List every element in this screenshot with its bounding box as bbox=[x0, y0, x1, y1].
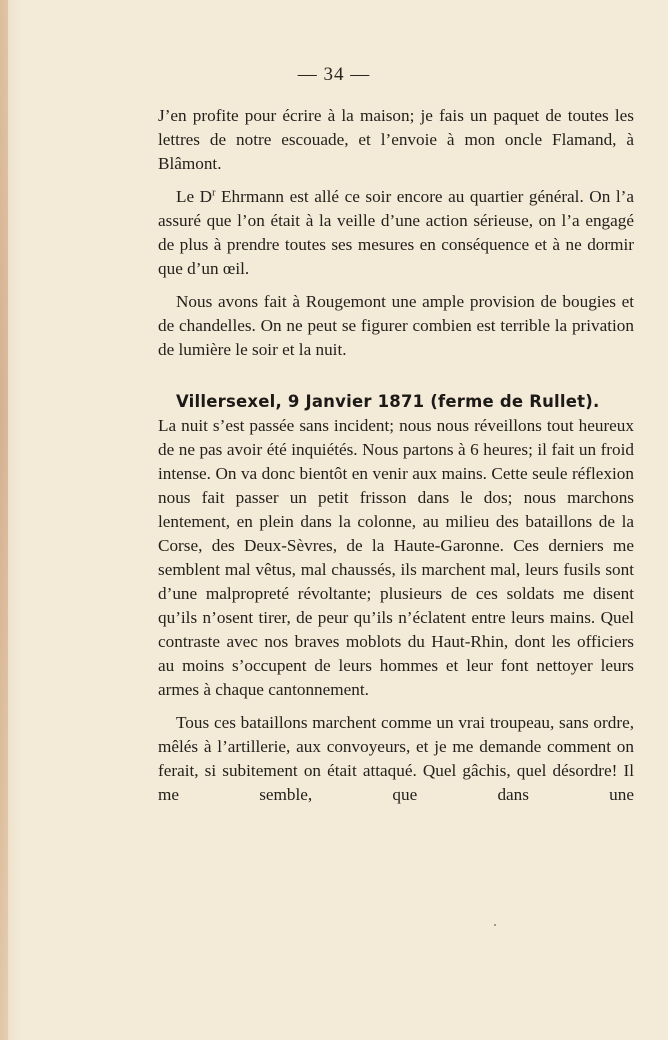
page-edge-stain bbox=[0, 0, 8, 1040]
paper-speck bbox=[494, 924, 496, 926]
doctor-prefix: Le D bbox=[176, 187, 213, 206]
page-number: — 34 — bbox=[297, 64, 371, 85]
paragraph-night: La nuit s’est passée sans incident; nous nous réveillons tout heureux de ne pas avoir été inquiétés. Nous partons à 6 heures; il fait un froid intense. On va donc bientôt en venir aux mains. Cette seule réflexion nous fait passer un petit frisson dans le dos; nous marchons lentement, en plein dans la colonne, au milieu des bataillons de la Corse, des Deux-Sèvres, de la Haute-Garonne. Ces derniers me semblent mal vêtus, mal chaussés, ils marchent mal, leurs fusils sont d’une malpropreté révoltante; plusieurs de ces soldats me disent qu’ils n’osent tirer, de peur qu’ils n’éclatent entre leurs mains. Quel contraste avec nos braves moblots du Haut-Rhin, dont les officiers au moins s’occupent de leurs hommes et leur font nettoyer leurs armes à chaque cantonnement. bbox=[158, 416, 634, 699]
page-body bbox=[158, 104, 634, 816]
entry-heading-text: Villersexel, 9 Janvier 1871 (ferme de Rullet). bbox=[176, 392, 600, 411]
doctor-superscript: r bbox=[212, 187, 216, 199]
doctor-rest: Ehrmann est allé ce soir encore au quartier général. On l’a assuré que l’on était à la veille d’une action sérieuse, on l’a engagé de plus à prendre toutes ses mesures en conséquence et à ne dormir que d’un œil. bbox=[158, 187, 635, 278]
entry-heading bbox=[158, 390, 634, 414]
paragraph-candles: Nous avons fait à Rougemont une ample provision de bougies et de chandelles. On ne peut se figurer combien est terrible la privation de lumière le soir et la nuit. bbox=[158, 292, 634, 359]
paragraph-battalions: Tous ces bataillons marchent comme un vrai troupeau, sans ordre, mêlés à l’artillerie, aux convoyeurs, et je me demande comment on ferait, si subitement on était attaqué. Quel gâchis, quel désordre! Il me semble, que dans une bbox=[158, 713, 634, 804]
paragraph-letters: J’en profite pour écrire à la maison; je fais un paquet de toutes les lettres de notre escouade, et l’envoie à mon oncle Flamand, à Blâmont. bbox=[158, 106, 634, 173]
paragraph-doctor bbox=[158, 185, 634, 281]
